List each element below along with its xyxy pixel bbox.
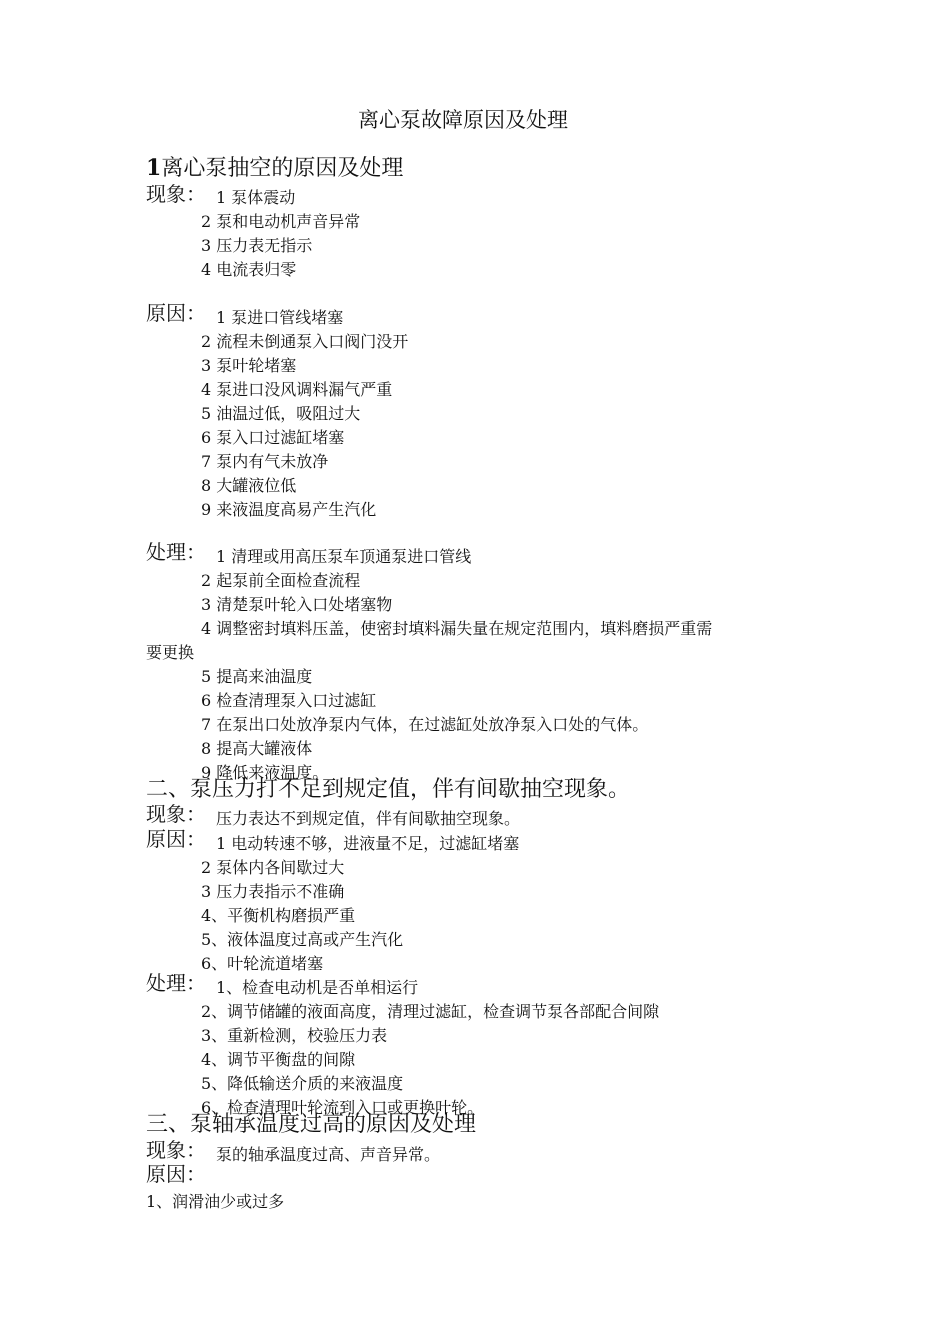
s3-cause-item: 1、润滑油少或过多 xyxy=(146,1192,285,1211)
s1-treatment-item: 6 检查清理泵入口过滤缸 xyxy=(201,691,377,710)
s2-treatment-item: 2、调节储罐的液面高度，清理过滤缸，检查调节泵各部配合间隙 xyxy=(201,1002,660,1021)
s2-treatment-item: 3、重新检测，校验压力表 xyxy=(201,1026,388,1045)
s1-cause-item: 1 泵进口管线堵塞 xyxy=(216,308,344,327)
s1-treatment-item: 9 降低来液温度。 xyxy=(201,763,329,782)
s2-treatment-label: 处理： xyxy=(146,971,206,995)
s1-treatment-item: 4 调整密封填料压盖，使密封填料漏失量在规定范围内，填料磨损严重需 xyxy=(201,619,713,638)
s2-cause-item: 4、平衡机构磨损严重 xyxy=(201,906,356,925)
s1-phenomenon-label: 现象： xyxy=(146,182,206,206)
s1-treatment-item: 3 清楚泵叶轮入口处堵塞物 xyxy=(201,595,393,614)
s1-cause-item: 5 油温过低，吸阻过大 xyxy=(201,404,361,423)
s2-treatment-item: 4、调节平衡盘的间隙 xyxy=(201,1050,356,1069)
section-3-heading: 三、泵轴承温度过高的原因及处理 xyxy=(146,1112,477,1137)
s1-treatment-item: 7 在泵出口处放净泵内气体，在过滤缸处放净泵入口处的气体。 xyxy=(201,715,649,734)
section-1-heading xyxy=(146,157,403,180)
s1-cause-item: 9 来液温度高易产生汽化 xyxy=(201,500,377,519)
s1-treatment-item: 2 起泵前全面检查流程 xyxy=(201,571,361,590)
s1-cause-item: 4 泵进口没风调料漏气严重 xyxy=(201,380,393,399)
s2-cause-item: 3 压力表指示不准确 xyxy=(201,882,345,901)
s2-treatment-item: 1、检查电动机是否单相运行 xyxy=(216,978,419,997)
s1-cause-item: 6 泵入口过滤缸堵塞 xyxy=(201,428,345,447)
s3-phenomenon-label: 现象： xyxy=(146,1138,206,1162)
s1-treatment-item-continued: 要更换 xyxy=(146,643,195,662)
section-1-number: 1 xyxy=(146,155,162,181)
s1-cause-item: 7 泵内有气未放净 xyxy=(201,452,329,471)
s1-treatment-item: 5 提高来油温度 xyxy=(201,667,313,686)
s2-phenomenon-text: 压力表达不到规定值，伴有间歇抽空现象。 xyxy=(216,809,521,828)
s1-phenomenon-item: 4 电流表归零 xyxy=(201,260,297,279)
s1-cause-item: 2 流程未倒通泵入口阀门没开 xyxy=(201,332,409,351)
s2-phenomenon-label: 现象： xyxy=(146,802,206,826)
s1-phenomenon-item: 1 泵体震动 xyxy=(216,188,296,207)
s1-cause-item: 3 泵叶轮堵塞 xyxy=(201,356,297,375)
section-1-title: 离心泵抽空的原因及处理 xyxy=(161,156,404,181)
s2-cause-item: 1 电动转速不够，进液量不足，过滤缸堵塞 xyxy=(216,834,520,853)
s2-cause-item: 6、叶轮流道堵塞 xyxy=(201,954,324,973)
s1-treatment-item: 8 提高大罐液体 xyxy=(201,739,313,758)
s1-cause-label: 原因： xyxy=(146,301,206,325)
s1-phenomenon-item: 2 泵和电动机声音异常 xyxy=(201,212,361,231)
s3-phenomenon-text: 泵的轴承温度过高、声音异常。 xyxy=(216,1145,441,1164)
s2-cause-label: 原因： xyxy=(146,827,206,851)
s2-cause-item: 2 泵体内各间歇过大 xyxy=(201,858,345,877)
s1-treatment-item: 1 清理或用高压泵车顶通泵进口管线 xyxy=(216,547,472,566)
s2-cause-item: 5、液体温度过高或产生汽化 xyxy=(201,930,404,949)
s1-treatment-label: 处理： xyxy=(146,540,206,564)
s1-phenomenon-item: 3 压力表无指示 xyxy=(201,236,313,255)
page-title: 离心泵故障原因及处理 xyxy=(358,108,568,132)
s2-treatment-item: 6、检查清理叶轮流到入口或更换叶轮。 xyxy=(201,1098,484,1117)
section-2-heading: 二、泵压力打不足到规定值，伴有间歇抽空现象。 xyxy=(146,777,631,802)
s2-treatment-item: 5、降低输送介质的来液温度 xyxy=(201,1074,404,1093)
s1-cause-item: 8 大罐液位低 xyxy=(201,476,297,495)
s3-cause-label: 原因： xyxy=(146,1162,206,1186)
